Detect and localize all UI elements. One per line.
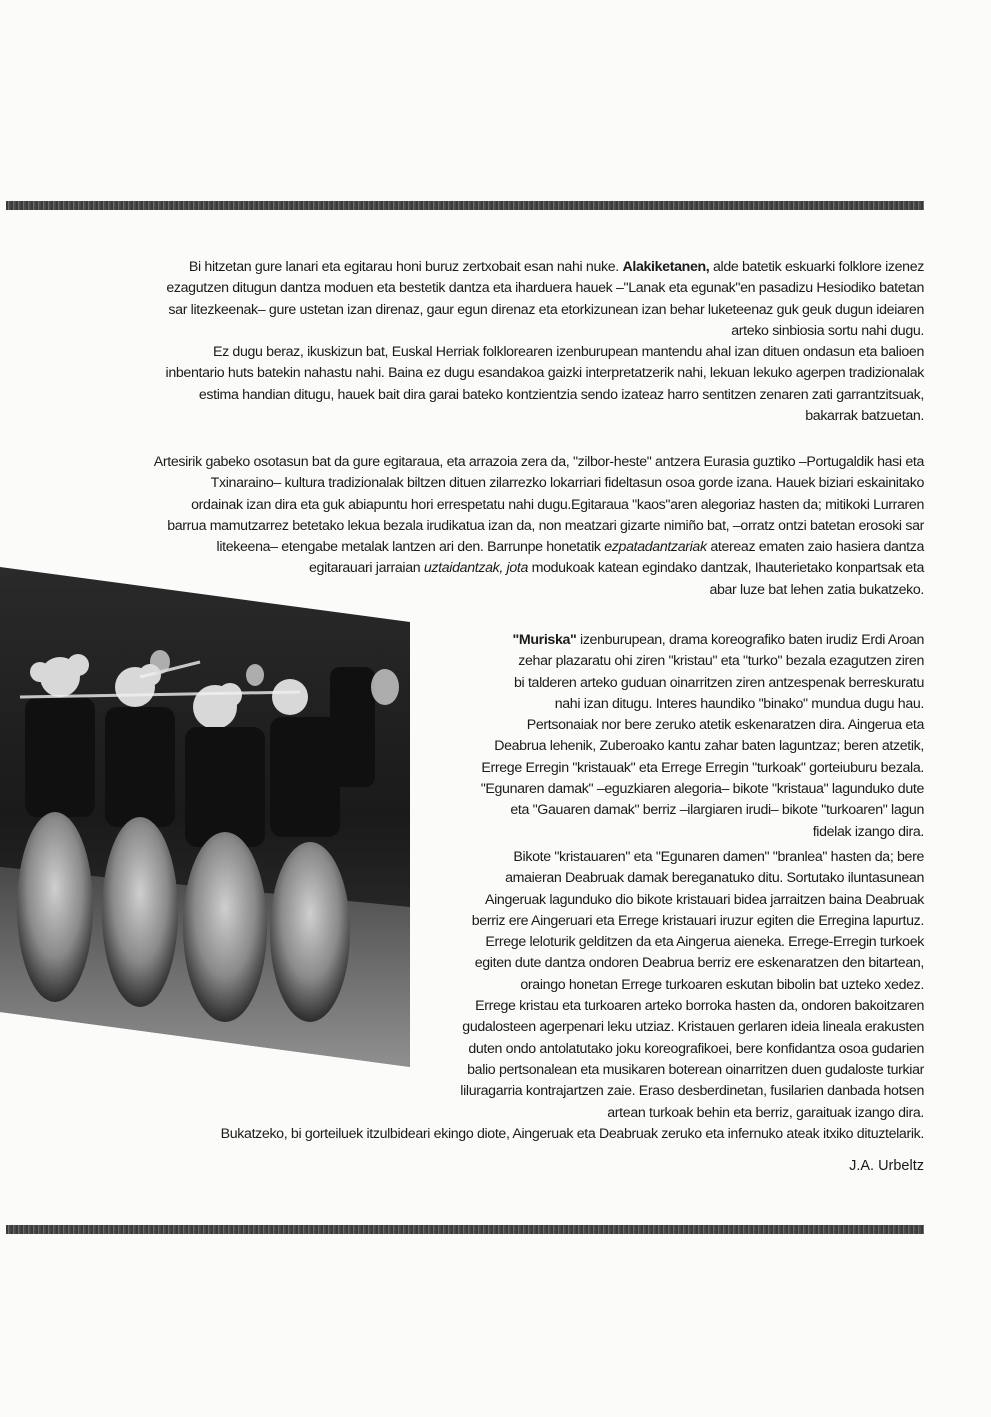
text-line: oraingo honetan Errege turkoaren eskutan bibolin bat uzteko xedez. — [520, 976, 924, 993]
text-line: artean turkoak behin eta berriz, garaituak izango dira. — [607, 1104, 924, 1121]
text-run: egitarauari jarraian — [309, 560, 424, 577]
text-line: Bikote "kristauaren" eta "Egunaren damen" "branlea" hasten da; bere — [513, 849, 924, 865]
text-run: izenburupean, drama koreografiko baten irudiz Erdi Aroan — [576, 632, 924, 648]
text-line: Artesirik gabeko osotasun bat da gure egitaraua, eta arrazoia zera da, "zilbor-heste" antzera Eurasia guztiko –Portugaldik hasi eta — [153, 454, 924, 470]
text-line: abar luze bat lehen zatia bukatzeko. — [709, 581, 924, 598]
text-line: Errege kristau eta turkoaren arteko borroka hasten da, ondoren bakoitzaren — [475, 998, 924, 1015]
intro-paragraph — [166, 257, 924, 342]
text-run: atereaz ematen zaio hasiera dantza — [706, 539, 924, 556]
text-line: sar litezkeenak– gure ustetan izan direnaz, gaur egun direnaz eta etorkizunean izan behar luketeenaz guk geuk dugun ideiaren — [168, 301, 924, 318]
text-line: arteko sinbiosia sortu nahi dugu. — [731, 322, 924, 339]
text-line: bi talderen arteko guduan oinarritzen ziren antzespenak berreskuratu — [514, 674, 924, 691]
top-divider-bar — [6, 201, 924, 210]
text-line — [166, 257, 924, 278]
text-line: Pertsonaiak nor bere zeruko atetik eskenaratzen dira. Aingerua eta — [526, 717, 924, 734]
text-line: nahi izan ditugu. Interes haundiko "binako" mundua dugu hau. — [554, 695, 924, 712]
bold-term: Alakiketanen, — [622, 259, 710, 275]
text-run: litekeena– etengabe metalak lantzen ari den. Barrunpe honetatik — [216, 539, 605, 556]
bottom-divider-bar — [6, 1225, 924, 1234]
text-line: Aingeruak lagunduko dio bikote kristauari bidea jarraitzen baina Deabruak — [485, 891, 924, 908]
text-line: barrua mamutzarrez betetako lekua bezala irudikatua izan da, non meatzari gizarte nimiño bat, –orratz ontzi batetan erosoki sar — [167, 517, 924, 534]
text-line: egiten dute dantza ondoren Deabrua berriz ere eskenaratzen den bitartean, — [474, 955, 924, 972]
text-line: Bukatzeko, bi gorteiluek itzulbideari ekingo diote, Aingeruak eta Deabruak zeruko eta infernuko ateak itxiko dituztelarik. — [220, 1125, 924, 1142]
text-line: inbentario huts batekin nahastu nahi. Baina ez dugu esandakoa gaizki interpretatzerik nahi, lekuan lekuko agerpen tradizionalak — [165, 365, 924, 382]
text-line — [481, 630, 924, 651]
text-line: eta "Gauaren damak" berriz –ilargiaren irudi– bikote "turkoaren" lagun — [510, 802, 924, 819]
text-line: gudalosteen agerpenari leku utziaz. Kristauen gerlaren ideia lineala erakusten — [462, 1019, 924, 1036]
text-line: Txinaraino– kultura tradizionalak biltzen dituen zilarrezko lokarriari fideltasun osoa gorde izana. Hauek biziari eskainitako — [210, 475, 924, 492]
text-line — [154, 537, 924, 558]
text-line: balio pertsonalean eta musikaren boterean oinarritzen duen gudaloste turkiar — [467, 1061, 924, 1078]
text-line: amaieran Deabruak damak bereganatuko ditu. Sortutako iluntasunean — [505, 870, 924, 887]
text-line: Ez dugu beraz, ikuskizun bat, Euskal Herriak folklorearen izenburupean mantendu ahal izan dituen ondasun eta balioen — [212, 344, 924, 360]
text-line: fidelak izango dira. — [812, 823, 924, 840]
text-line: Errege leloturik gelditzen da eta Aingerua aieneka. Errege-Erregin turkoek — [485, 934, 924, 951]
italic-term: uztaidantzak, jota — [423, 560, 529, 577]
bold-term: "Muriska" — [512, 632, 577, 648]
text-run: modukoak katean egindako dantzak, Ihauterietako konpartsak eta — [528, 560, 924, 577]
text-line: berriz ere Aingeruari eta Errege kristauari iruzur egiten die Erregina lapurtuz. — [471, 912, 924, 929]
text-line: zehar plazaratu ohi ziren "kristau" eta "turko" bezala ezagutzen ziren — [518, 653, 924, 670]
text-line: liluragarria kontrajartzen zaie. Eraso desberdinetan, fusilarien danbada hotsen — [460, 1083, 924, 1100]
paragraph-muriska-story — [221, 847, 924, 1145]
text-line: "Egunaren damak" –eguzkiaren alegoria– bikote "kristaua" lagunduko dute — [480, 781, 924, 798]
author-signature: J.A. Urbeltz — [849, 1158, 924, 1174]
text-line: bakarrak batzuetan. — [805, 407, 924, 424]
italic-term: ezpatadantzariak — [604, 539, 707, 556]
text-line: ezagutzen ditugun dantza moduen eta bestetik dantza eta iharduera hauek –"Lanak eta egunak"en pasadizu Hesiodiko batetan — [166, 280, 924, 297]
paragraph-muriska — [481, 630, 924, 843]
text-line: Errege Erregin "kristauak" eta Errege Erregin "turkoak" gorteiuburu bezala. — [481, 759, 924, 776]
text-line: duten ondo antolatutako joku koreografikoei, bere konfidantza osoa gudarien — [468, 1040, 924, 1057]
paragraph-folklore-inventory — [166, 342, 924, 427]
text-run: alde batetik eskuarki folklore izenez — [709, 259, 924, 275]
text-line: ordainak izan dira eta guk abiapuntu hori errespetatu nahi dugu.Egitaraua "kaos"aren alegoriaz hasten da; mitikoki Lurraren — [191, 496, 924, 513]
text-line: Deabrua lehenik, Zuberoako kantu zahar baten laguntzaz; beren atzetik, — [494, 738, 924, 755]
text-line: estima handian ditugu, hauek bait dira garai bateko kontzientzia sendo izateaz harro sentitzen zenaren zati garrantzitsuak, — [198, 386, 924, 403]
text-run: Bi hitzetan gure lanari eta egitarau honi buruz zertxobait esan nahi nuke. — [188, 259, 623, 275]
